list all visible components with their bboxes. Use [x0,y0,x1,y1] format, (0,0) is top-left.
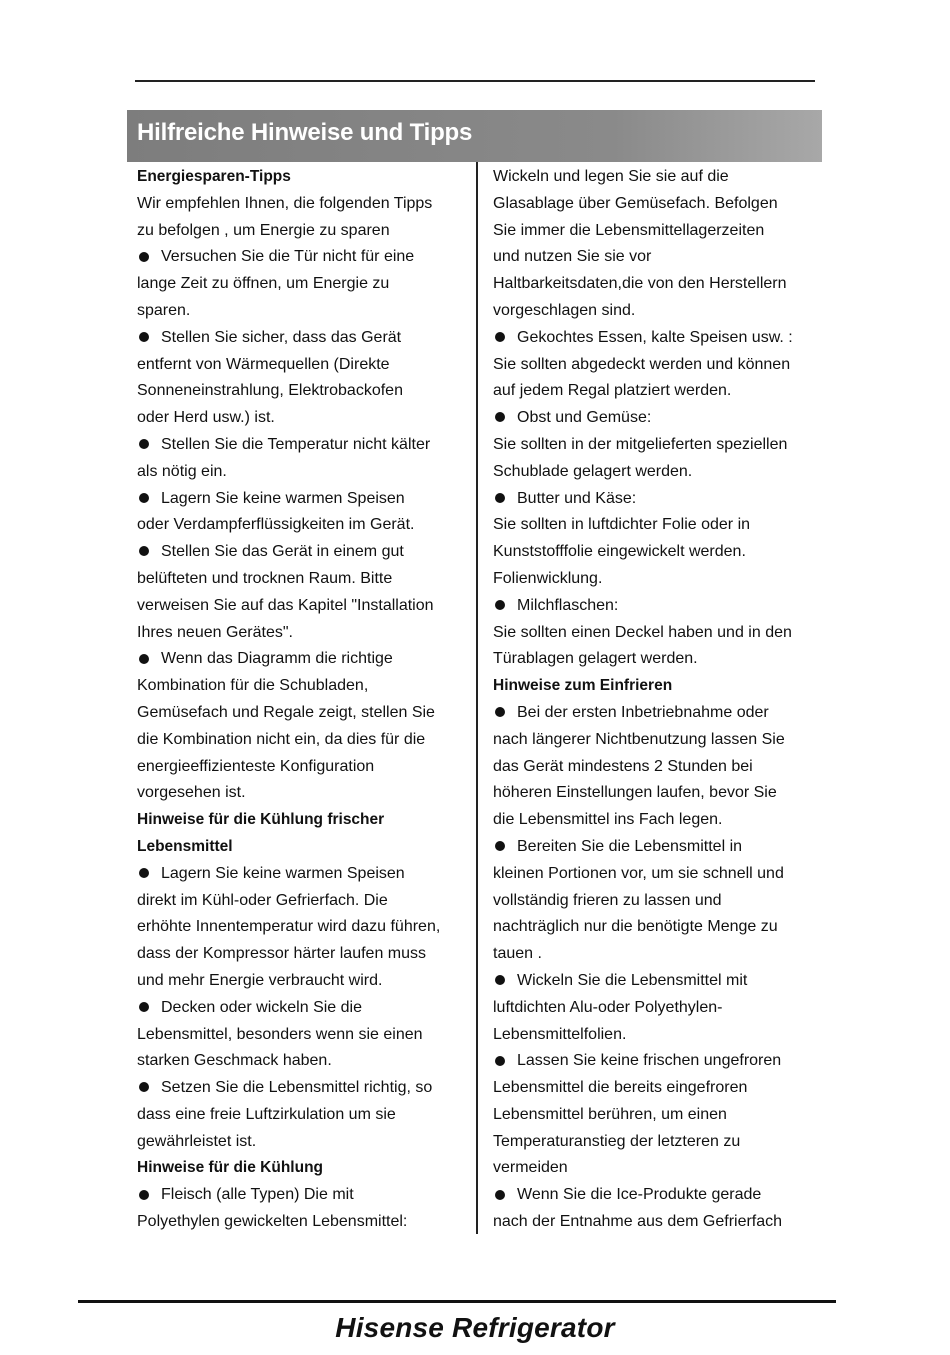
text-line [137,941,469,968]
line-text: Gekochtes Essen, kalte Speisen usw. : [517,328,793,346]
line-text: nachträglich nur die benötigte Menge zu [493,918,778,936]
bullet-icon [495,841,505,851]
bullet-item [493,968,818,995]
line-text: Lebensmittelfolien. [493,1025,627,1043]
bullet-icon [495,600,505,610]
bullet-item [137,1075,469,1102]
text-line [493,1022,818,1049]
line-text: Hinweise für die Kühlung frischer [137,811,385,829]
bullet-icon [139,493,149,503]
text-line [137,1048,469,1075]
text-line [137,218,469,245]
line-text: erhöhte Innentemperatur wird dazu führen, [137,918,441,936]
line-text: Sie sollten abgedeckt werden und können [493,355,791,373]
line-text: tauen . [493,945,542,963]
section-heading [137,164,469,191]
line-text: Setzen Sie die Lebensmittel richtig, so [161,1079,433,1097]
line-text: Lebensmittel die bereits eingefroren [493,1079,748,1097]
section-header [127,110,822,162]
bullet-item [493,834,818,861]
line-text: die Lebensmittel ins Fach legen. [493,811,723,829]
line-text: direkt im Kühl-oder Gefrierfach. Die [137,891,388,909]
line-text: Türablagen gelagert werden. [493,650,698,668]
bullet-icon [495,332,505,342]
text-line [137,700,469,727]
line-text: Wir empfehlen Ihnen, die folgenden Tipps [137,194,433,212]
line-text: Stellen Sie die Temperatur nicht kälter [161,435,431,453]
text-line [137,1102,469,1129]
text-line [493,1075,818,1102]
text-line [137,512,469,539]
column-divider [476,162,478,1234]
bullet-item [493,700,818,727]
bullet-item [493,1182,818,1209]
line-text: das Gerät mindestens 2 Stunden bei [493,757,753,775]
text-line [137,780,469,807]
text-line [493,244,818,271]
text-line [493,1102,818,1129]
bullet-item [493,405,818,432]
text-line [493,620,818,647]
line-text: Stellen Sie das Gerät in einem gut [161,543,404,561]
text-line [493,754,818,781]
bullet-icon [495,1190,505,1200]
line-text: kleinen Portionen vor, um sie schnell und [493,864,784,882]
bullet-icon [495,493,505,503]
line-text: vollständig frieren zu lassen und [493,891,722,909]
bullet-item [137,244,469,271]
text-line [493,432,818,459]
section-heading [137,834,469,861]
line-text: vorgeschlagen sind. [493,301,636,319]
text-line [137,914,469,941]
line-text: Sie sollten in luftdichter Folie oder in [493,516,751,534]
line-text: Glasablage über Gemüsefach. Befolgen [493,194,778,212]
text-line [493,1129,818,1156]
line-text: Lagern Sie keine warmen Speisen [161,864,405,882]
line-text: Bei der ersten Inbetriebnahme oder [517,703,769,721]
text-line [493,888,818,915]
text-line [137,405,469,432]
left-column [137,164,469,1236]
line-text: Sie immer die Lebensmittellagerzeiten [493,221,765,239]
text-line [493,352,818,379]
bullet-icon [495,1056,505,1066]
line-text: Wenn das Diagramm die richtige [161,650,393,668]
line-text: Haltbarkeitsdaten,die von den Herstellern [493,275,787,293]
text-line [137,378,469,405]
bullet-icon [139,1190,149,1200]
line-text: verweisen Sie auf das Kapitel "Installation [137,596,434,614]
section-heading [137,1155,469,1182]
line-text: Wickeln Sie die Lebensmittel mit [517,971,748,989]
bullet-item [137,325,469,352]
brand-footer: Hisense Refrigerator [335,1312,615,1343]
line-text: Lebensmittel berühren, um einen [493,1105,727,1123]
line-text: Sonneneinstrahlung, Elektrobackofen [137,382,403,400]
bullet-item [137,432,469,459]
line-text: dass eine freie Luftzirkulation um sie [137,1105,396,1123]
section-heading [493,673,818,700]
text-line [137,888,469,915]
bullet-icon [139,654,149,664]
line-text: entfernt von Wärmequellen (Direkte [137,355,390,373]
bullet-icon [139,1082,149,1092]
line-text: nach längerer Nichtbenutzung lassen Sie [493,730,785,748]
line-text: Butter und Käse: [517,489,637,507]
line-text: Fleisch (alle Typen) Die mit [161,1186,354,1204]
text-line [493,1209,818,1236]
line-text: Ihres neuen Gerätes". [137,623,293,641]
text-line [493,646,818,673]
line-text: oder Verdampferflüssigkeiten im Gerät. [137,516,415,534]
line-text: Wenn Sie die Ice-Produkte gerade [517,1186,762,1204]
bullet-item [137,646,469,673]
line-text: belüfteten und trocknen Raum. Bitte [137,569,393,587]
line-text: Temperaturanstieg der letzteren zu [493,1132,741,1150]
line-text: vermeiden [493,1159,568,1177]
line-text: energieeffizienteste Konfiguration [137,757,375,775]
page-title: Hilfreiche Hinweise und Tipps [137,119,473,146]
bullet-icon [139,252,149,262]
line-text: lange Zeit zu öffnen, um Energie zu [137,275,390,293]
text-line [493,378,818,405]
line-text: und nutzen Sie sie vor [493,248,652,266]
bullet-item [493,593,818,620]
text-line [137,968,469,995]
text-line [493,459,818,486]
line-text: und mehr Energie verbraucht wird. [137,971,383,989]
section-heading [137,807,469,834]
line-text: als nötig ein. [137,462,227,480]
line-text: Kombination für die Schubladen, [137,677,369,695]
line-text: vorgesehen ist. [137,784,246,802]
bullet-icon [139,546,149,556]
text-line [137,754,469,781]
line-text: sparen. [137,301,191,319]
line-text: Milchflaschen: [517,596,619,614]
bullet-icon [495,412,505,422]
text-line [493,164,818,191]
text-line [137,593,469,620]
line-text: Obst und Gemüse: [517,409,652,427]
line-text: Folienwicklung. [493,569,603,587]
line-text: luftdichten Alu-oder Polyethylen- [493,998,723,1016]
text-line [493,995,818,1022]
line-text: oder Herd usw.) ist. [137,409,275,427]
footer-rule [78,1300,836,1303]
bullet-icon [495,707,505,717]
text-line [493,191,818,218]
text-line [137,620,469,647]
bullet-item [137,995,469,1022]
bullet-item [137,1182,469,1209]
text-line [137,1129,469,1156]
text-line [493,780,818,807]
line-text: Lassen Sie keine frischen ungefroren [517,1052,782,1070]
text-line [137,673,469,700]
bullet-icon [139,332,149,342]
text-line [137,271,469,298]
bullet-item [493,486,818,513]
line-text: die Kombination nicht ein, da dies für die [137,730,426,748]
top-rule [135,80,815,82]
line-text: Lebensmittel, besonders wenn sie einen [137,1025,423,1043]
line-text: Kunststofffolie eingewickelt werden. [493,543,746,561]
line-text: Wickeln und legen Sie sie auf die [493,168,729,185]
line-text: höheren Einstellungen laufen, bevor Sie [493,784,777,802]
text-line [137,1209,469,1236]
text-line [493,1155,818,1182]
line-text: Polyethylen gewickelten Lebensmittel: [137,1213,408,1231]
text-line [137,191,469,218]
text-line [493,539,818,566]
bullet-icon [139,1002,149,1012]
line-text: Lagern Sie keine warmen Speisen [161,489,405,507]
text-line [137,566,469,593]
text-line [493,512,818,539]
line-text: Schublade gelagert werden. [493,462,693,480]
text-line [137,727,469,754]
bullet-item [493,1048,818,1075]
line-text: Hinweise zum Einfrieren [493,677,673,695]
line-text: nach der Entnahme aus dem Gefrierfach [493,1213,783,1231]
text-line [493,807,818,834]
line-text: Decken oder wickeln Sie die [161,998,362,1016]
line-text: zu befolgen , um Energie zu sparen [137,221,390,239]
text-line [493,914,818,941]
bullet-icon [495,975,505,985]
line-text: Hinweise für die Kühlung [137,1159,324,1177]
line-text: Gemüsefach und Regale zeigt, stellen Sie [137,703,435,721]
line-text: dass der Kompressor härter laufen muss [137,945,427,963]
text-line [493,271,818,298]
text-line [137,298,469,325]
line-text: Sie sollten in der mitgelieferten speziellen [493,435,788,453]
bullet-item [137,486,469,513]
line-text: gewährleistet ist. [137,1132,257,1150]
line-text: Energiesparen-Tipps [137,168,291,185]
line-text: Bereiten Sie die Lebensmittel in [517,837,743,855]
bullet-item [137,861,469,888]
bullet-item [493,325,818,352]
text-line [493,861,818,888]
right-column [493,164,818,1236]
line-text: starken Geschmack haben. [137,1052,332,1070]
text-line [493,298,818,325]
line-text: Sie sollten einen Deckel haben und in den [493,623,792,641]
line-text: Stellen Sie sicher, dass das Gerät [161,328,402,346]
line-text: Versuchen Sie die Tür nicht für eine [161,248,415,266]
line-text: auf jedem Regal platziert werden. [493,382,732,400]
text-line [493,218,818,245]
line-text: Lebensmittel [137,837,233,855]
text-line [137,1022,469,1049]
bullet-icon [139,439,149,449]
text-line [137,459,469,486]
text-line [493,941,818,968]
text-line [137,352,469,379]
bullet-item [137,539,469,566]
text-line [493,727,818,754]
text-line [493,566,818,593]
bullet-icon [139,868,149,878]
